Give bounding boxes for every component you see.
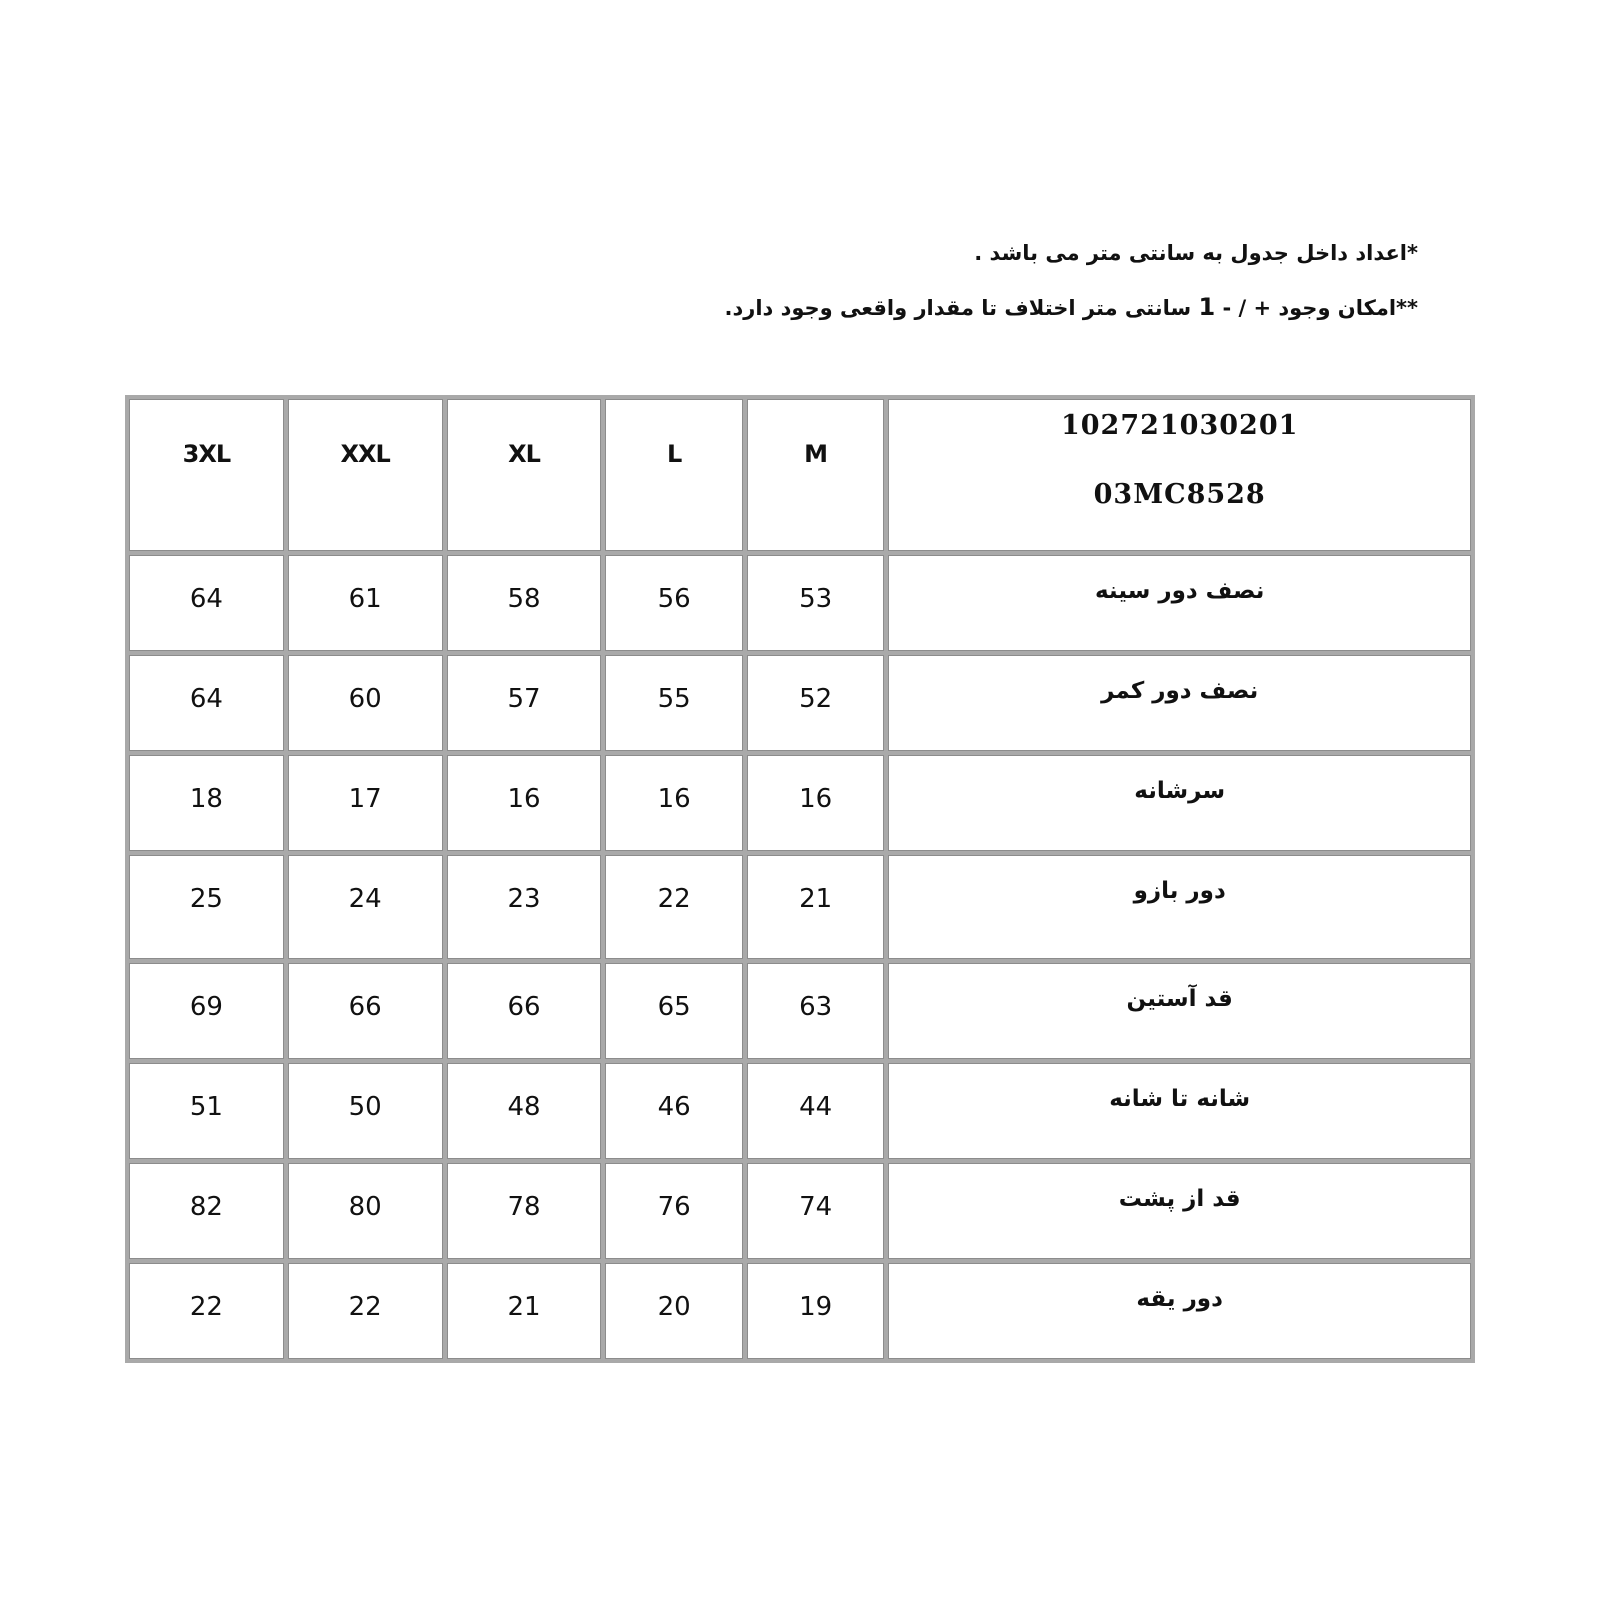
- value-m-text: 74: [799, 1192, 833, 1222]
- value-xl-text: 57: [507, 684, 541, 714]
- product-code-number: 102721030201: [1060, 410, 1299, 441]
- value-xl: [447, 1263, 602, 1359]
- note-tolerance-number: 1: [1198, 293, 1216, 321]
- value-xl: [447, 1063, 602, 1159]
- value-3xl-text: 64: [189, 584, 223, 614]
- size-label-m: M: [804, 440, 828, 468]
- value-xxl: [288, 963, 443, 1059]
- value-3xl: [129, 855, 284, 959]
- notes: [518, 238, 1418, 347]
- value-xxl-text: 60: [348, 684, 382, 714]
- row-label: قد از پشت: [1118, 1186, 1241, 1212]
- value-m-text: 19: [799, 1292, 833, 1322]
- value-m: [747, 655, 884, 751]
- value-3xl-text: 18: [189, 784, 223, 814]
- row-label-cell: [888, 755, 1471, 851]
- value-l: [605, 1263, 742, 1359]
- header-cell-m: [747, 399, 884, 551]
- value-m-text: 16: [799, 784, 833, 814]
- value-m-text: 52: [799, 684, 833, 714]
- value-3xl-text: 51: [189, 1092, 223, 1122]
- value-l: [605, 655, 742, 751]
- size-label-l: L: [666, 440, 682, 468]
- size-label-xxl: XXL: [340, 440, 390, 468]
- value-l-text: 76: [657, 1192, 691, 1222]
- note-tolerance-pre: **امکان وجود + / -: [1215, 296, 1418, 320]
- note-tolerance: [518, 292, 1418, 323]
- value-xxl-text: 61: [348, 584, 382, 614]
- value-3xl-text: 22: [189, 1292, 223, 1322]
- value-3xl: [129, 655, 284, 751]
- row-label: نصف دور کمر: [1101, 678, 1259, 704]
- table-row: [129, 855, 1471, 959]
- row-label: سرشانه: [1134, 778, 1226, 804]
- value-m: [747, 1263, 884, 1359]
- value-xxl: [288, 755, 443, 851]
- value-xl: [447, 755, 602, 851]
- value-m-text: 63: [799, 992, 833, 1022]
- value-xl: [447, 855, 602, 959]
- row-label: قد آستین: [1126, 986, 1233, 1012]
- value-l-text: 56: [657, 584, 691, 614]
- table-row: [129, 963, 1471, 1059]
- value-xxl: [288, 1263, 443, 1359]
- table-row: [129, 755, 1471, 851]
- size-label-3xl: 3XL: [182, 440, 231, 468]
- value-m: [747, 855, 884, 959]
- row-label: دور یقه: [1136, 1286, 1223, 1312]
- row-label: شانه تا شانه: [1109, 1086, 1251, 1112]
- value-xxl-text: 24: [348, 884, 382, 914]
- value-3xl: [129, 755, 284, 851]
- header-cell-l: [605, 399, 742, 551]
- product-model-code: 03MC8528: [1093, 479, 1266, 510]
- value-l: [605, 1063, 742, 1159]
- value-l-text: 22: [657, 884, 691, 914]
- header-cell-3xl: [129, 399, 284, 551]
- value-m-text: 44: [799, 1092, 833, 1122]
- product-code-cell: [888, 399, 1471, 551]
- value-xl-text: 21: [507, 1292, 541, 1322]
- value-xxl-text: 17: [348, 784, 382, 814]
- value-xxl: [288, 555, 443, 651]
- note-tolerance-post: سانتی متر اختلاف تا مقدار واقعی وجود دارد.: [724, 296, 1199, 320]
- value-m: [747, 963, 884, 1059]
- value-xl-text: 16: [507, 784, 541, 814]
- value-3xl: [129, 1163, 284, 1259]
- value-3xl-text: 25: [189, 884, 223, 914]
- header-cell-xl: [447, 399, 602, 551]
- table-row: [129, 1263, 1471, 1359]
- value-xl: [447, 1163, 602, 1259]
- value-l-text: 16: [657, 784, 691, 814]
- value-m-text: 21: [799, 884, 833, 914]
- value-l: [605, 855, 742, 959]
- value-3xl: [129, 963, 284, 1059]
- value-xl-text: 66: [507, 992, 541, 1022]
- value-xxl: [288, 655, 443, 751]
- table-row: [129, 1063, 1471, 1159]
- value-xl: [447, 655, 602, 751]
- row-label-cell: [888, 555, 1471, 651]
- value-l-text: 55: [657, 684, 691, 714]
- value-xl-text: 58: [507, 584, 541, 614]
- value-m: [747, 555, 884, 651]
- value-xxl-text: 80: [348, 1192, 382, 1222]
- header-row: [129, 399, 1471, 551]
- value-3xl-text: 69: [189, 992, 223, 1022]
- note-units-text: *اعداد داخل جدول به سانتی متر می باشد .: [974, 241, 1418, 265]
- value-xl: [447, 963, 602, 1059]
- value-3xl: [129, 555, 284, 651]
- value-l-text: 65: [657, 992, 691, 1022]
- value-l: [605, 1163, 742, 1259]
- value-l: [605, 555, 742, 651]
- value-xxl-text: 66: [348, 992, 382, 1022]
- table-row: [129, 655, 1471, 751]
- row-label: نصف دور سینه: [1094, 578, 1265, 604]
- value-m: [747, 1063, 884, 1159]
- value-l: [605, 963, 742, 1059]
- value-m: [747, 1163, 884, 1259]
- value-xxl-text: 50: [348, 1092, 382, 1122]
- size-chart-table: [125, 395, 1475, 1363]
- row-label-cell: [888, 1063, 1471, 1159]
- row-label-cell: [888, 1263, 1471, 1359]
- row-label-cell: [888, 1163, 1471, 1259]
- row-label-cell: [888, 963, 1471, 1059]
- value-l-text: 46: [657, 1092, 691, 1122]
- value-l: [605, 755, 742, 851]
- value-xxl: [288, 1163, 443, 1259]
- value-xxl-text: 22: [348, 1292, 382, 1322]
- note-units: [518, 238, 1418, 268]
- table-row: [129, 1163, 1471, 1259]
- value-3xl-text: 64: [189, 684, 223, 714]
- value-xxl: [288, 855, 443, 959]
- value-xl-text: 78: [507, 1192, 541, 1222]
- value-3xl-text: 82: [189, 1192, 223, 1222]
- value-xl-text: 48: [507, 1092, 541, 1122]
- row-label-cell: [888, 855, 1471, 959]
- value-3xl: [129, 1063, 284, 1159]
- value-xl-text: 23: [507, 884, 541, 914]
- table-row: [129, 555, 1471, 651]
- value-xl: [447, 555, 602, 651]
- value-l-text: 20: [657, 1292, 691, 1322]
- size-label-xl: XL: [508, 440, 540, 468]
- value-3xl: [129, 1263, 284, 1359]
- row-label-cell: [888, 655, 1471, 751]
- value-m-text: 53: [799, 584, 833, 614]
- header-cell-xxl: [288, 399, 443, 551]
- value-xxl: [288, 1063, 443, 1159]
- row-label: دور بازو: [1133, 878, 1226, 904]
- value-m: [747, 755, 884, 851]
